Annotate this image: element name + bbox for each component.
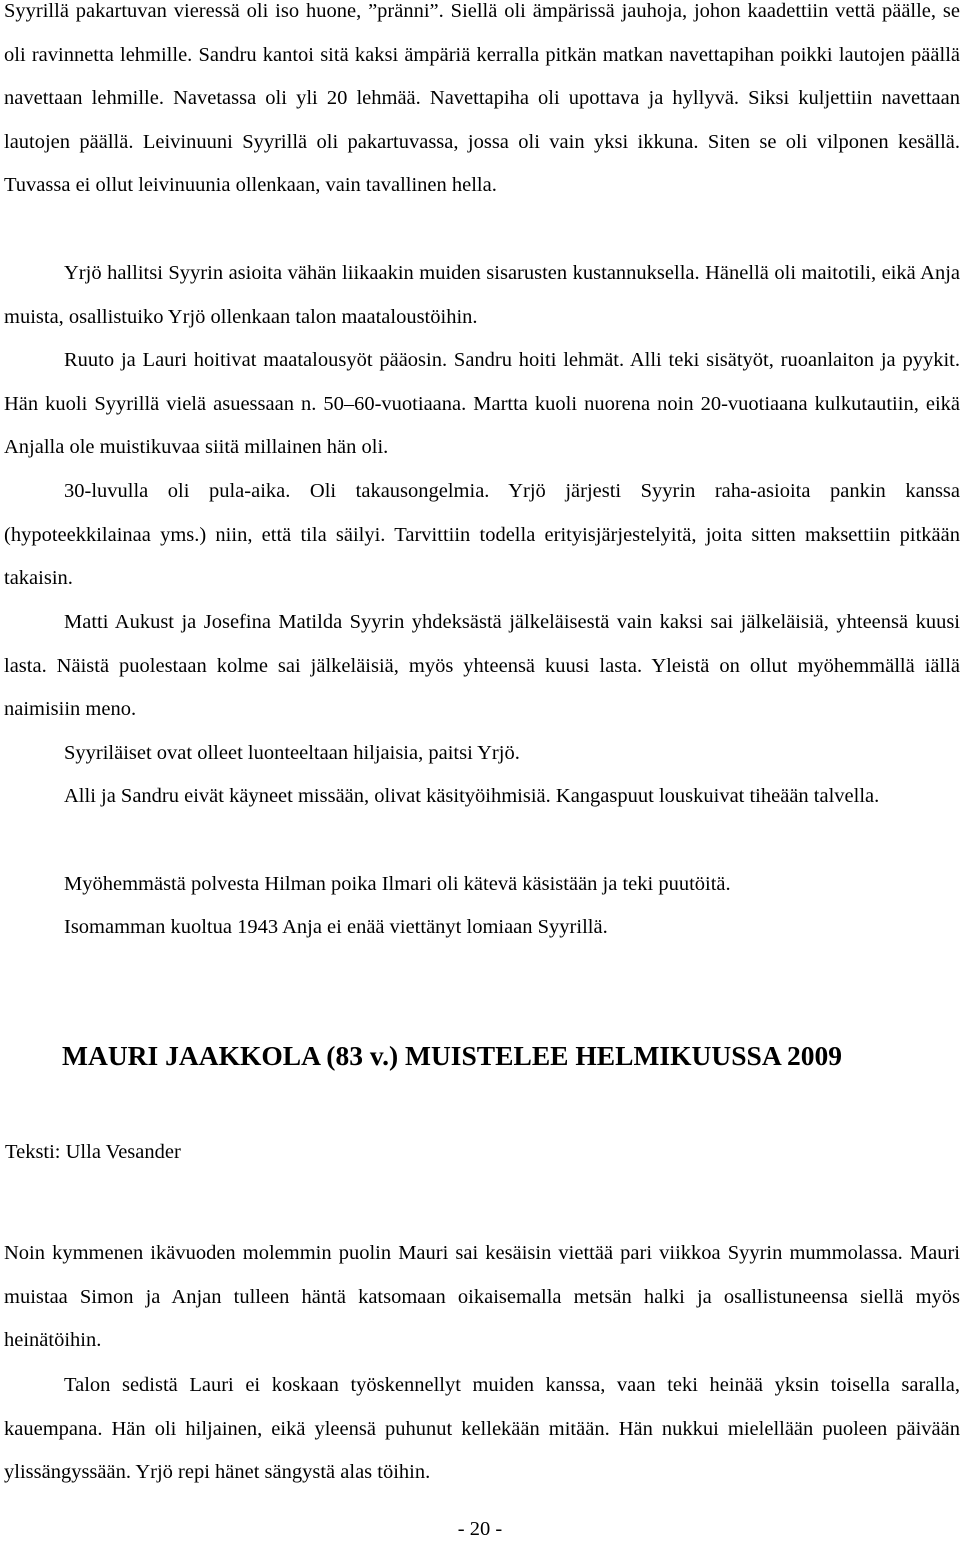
- paragraph-9: Isomamman kuoltua 1943 Anja ei enää viettänyt lomiaan Syyrillä.: [64, 916, 608, 938]
- author-line: Teksti: Ulla Vesander: [5, 1141, 181, 1163]
- paragraph-7: Alli ja Sandru eivät käyneet missään, olivat käsityöihmisiä. Kangaspuut louskuivat tiheään talvella.: [64, 785, 880, 807]
- paragraph-2: Yrjö hallitsi Syyrin asioita vähän liikaakin muiden sisarusten kustannuksella. Hänellä oli maitotili, eikä Anja muista, osallistuiko Yrjö ollenkaan talon maataloustöihin.: [4, 262, 960, 328]
- section-heading: MAURI JAAKKOLA (83 v.) MUISTELEE HELMIKUUSSA 2009: [62, 1040, 843, 1071]
- paragraph-5: Matti Aukust ja Josefina Matilda Syyrin yhdeksästä jälkeläisestä vain kaksi sai jälkeläisiä, yhteensä kuusi lasta. Näistä puolestaan kolme sai jälkeläisiä, myös yhteensä kuusi lasta. Yleistä on ollut myöhemmällä iällä naimisiin meno.: [4, 611, 960, 721]
- paragraph-10: Noin kymmenen ikävuoden molemmin puolin Mauri sai kesäisin viettää pari viikkoa Syyrin mummolassa. Mauri muistaa Simon ja Anjan tulleen häntä katsomaan oikaisemalla metsän halki ja osallistuneensa siellä myös heinätöihin.: [4, 1242, 960, 1352]
- page-number: - 20 -: [457, 1518, 503, 1540]
- paragraph-3: Ruuto ja Lauri hoitivat maatalousyöt pääosin. Sandru hoiti lehmät. Alli teki sisätyöt, ruoanlaiton ja pyykit. Hän kuoli Syyrillä vielä asuessaan n. 50–60-vuotiaana. Martta kuoli nuorena noin 20-vuotiaana kulkutautiin, eikä Anjalla ole muistikuvaa siitä millainen hän oli.: [4, 349, 960, 459]
- paragraph-4: 30-luvulla oli pula-aika. Oli takausongelmia. Yrjö järjesti Syyrin raha-asioita pankin kanssa (hypoteekkilainaa yms.) niin, että tila säilyi. Tarvittiin todella erityisjärjestelyitä, joita sitten maksettiin pitkään takaisin.: [4, 480, 960, 590]
- paragraph-11: Talon sedistä Lauri ei koskaan työskennellyt muiden kanssa, vaan teki heinää yksin toisella saralla, kauempana. Hän oli hiljainen, eikä yleensä puhunut kellekään mitään. Hän nukkui mielellään puoleen päivään ylissängyssään. Yrjö repi hänet sängystä alas töihin.: [4, 1374, 960, 1484]
- paragraph-1: Syyrillä pakartuvan vieressä oli iso huone, ”pränni”. Siellä oli ämpärissä jauhoja, johon kaadettiin vettä päälle, se oli ravinnetta lehmille. Sandru kantoi sitä kaksi ämpäriä kerralla pitkän matkan navettapihan poikki lautojen päällä navettaan lehmille. Navetassa oli yli 20 lehmää. Navettapiha oli upottava ja hyllyvä. Siksi kuljettiin navettaan lautojen päällä. Leivinuuni Syyrillä oli pakartuvassa, jossa oli vain yksi ikkuna. Siten se oli vilponen kesällä. Tuvassa ei ollut leivinuunia ollenkaan, vain tavallinen hella.: [4, 0, 960, 197]
- paragraph-6: Syyriläiset ovat olleet luonteeltaan hiljaisia, paitsi Yrjö.: [64, 742, 520, 764]
- paragraph-8: Myöhemmästä polvesta Hilman poika Ilmari oli kätevä käsistään ja teki puutöitä.: [64, 873, 731, 895]
